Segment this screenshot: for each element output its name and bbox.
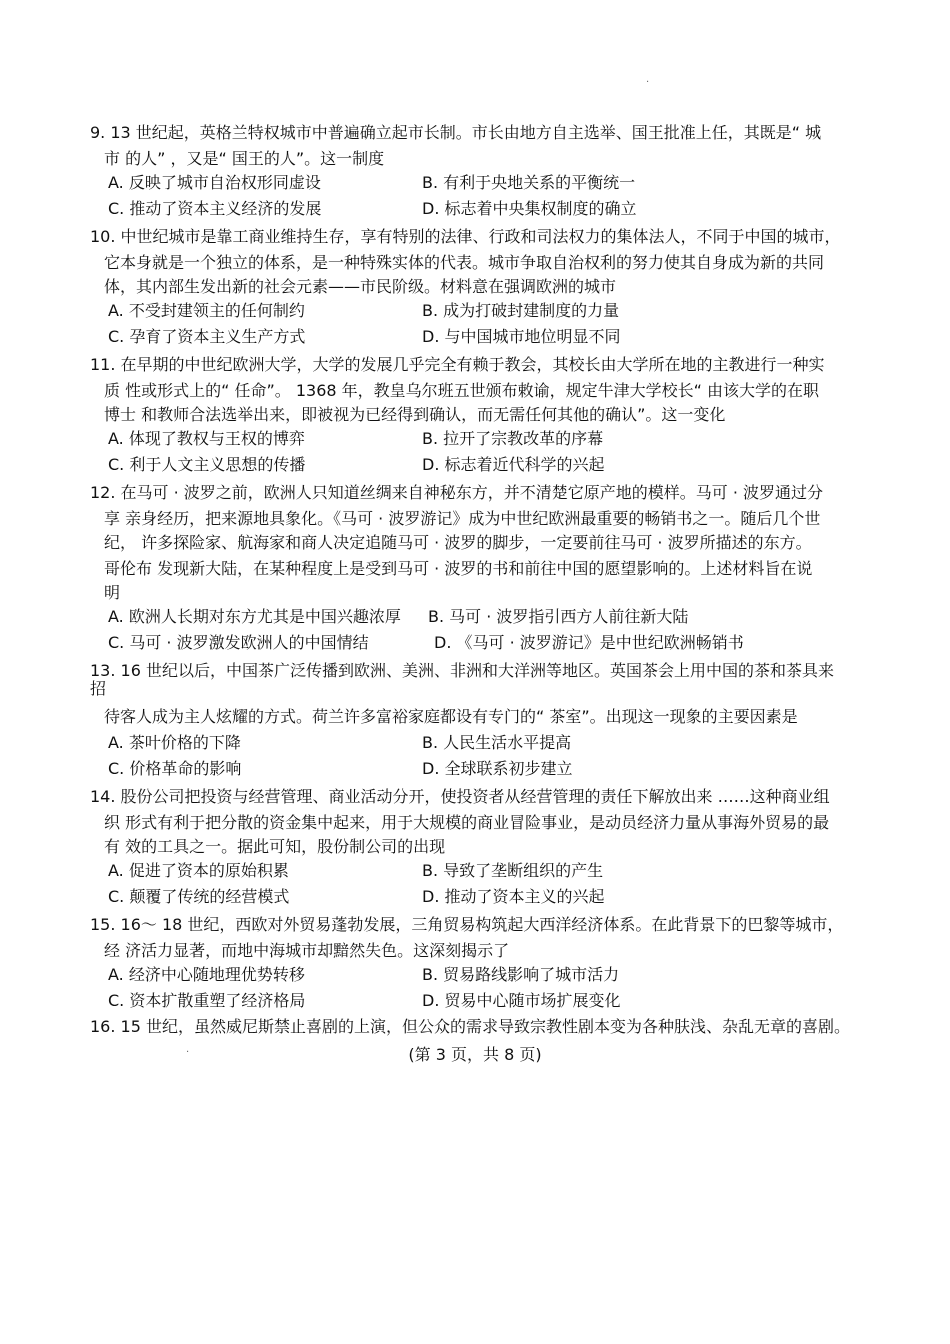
- page-footer: (第 3 页，共 8 页): [408, 1045, 542, 1064]
- q12-stem-line-5: 明: [104, 583, 121, 602]
- q12-stem-line-2: 享 亲身经历，把来源地具象化。《马可 · 波罗游记》成为中世纪欧洲最重要的畅销书之一。随后几个世: [104, 509, 821, 528]
- q11-option-d: D. 标志着近代科学的兴起: [422, 455, 605, 474]
- q11-stem-line-3: 博士 和教师合法选举出来，即被视为已经得到确认，而无需任何其他的确认”。这一变化: [104, 405, 726, 424]
- q15-option-b: B. 贸易路线影响了城市活力: [422, 965, 620, 984]
- q10-stem-line-1: 10. 中世纪城市是靠工商业维持生存，享有特别的法律、行政和司法权力的集体法人，不同于中国的城市，: [90, 227, 841, 246]
- q13-stem-line-1: 13. 16 世纪以后，中国茶广泛传播到欧洲、美洲、非洲和大洋洲等地区。英国茶会上用中国的茶和茶具来: [90, 661, 834, 680]
- q12-option-a: A. 欧洲人长期对东方尤其是中国兴趣浓厚: [108, 607, 401, 626]
- q11-option-b: B. 拉开了宗教改革的序幕: [422, 429, 604, 448]
- q13-option-c: C. 价格革命的影响: [108, 759, 242, 778]
- q9-option-d: D. 标志着中央集权制度的确立: [422, 199, 637, 218]
- q11-option-a: A. 体现了教权与王权的博弈: [108, 429, 305, 448]
- q15-option-d: D. 贸易中心随市场扩展变化: [422, 991, 621, 1010]
- q12-stem-line-3: 纪， 许多探险家、航海家和商人决定追随马可 · 波罗的脚步，一定要前往马可 · 波罗所描述的东方。: [104, 533, 812, 552]
- q13-stem-line-2: 招: [90, 679, 107, 698]
- q16-stem-line-1: 16. 15 世纪，虽然威尼斯禁止喜剧的上演，但公众的需求导致宗教性剧本变为各种肤浅、杂乱无章的喜剧。: [90, 1017, 850, 1036]
- q9-stem-line-2: 市 的人” ，又是“ 国王的人”。这一制度: [104, 149, 385, 168]
- q9-option-c: C. 推动了资本主义经济的发展: [108, 199, 322, 218]
- q11-option-c: C. 利于人文主义思想的传播: [108, 455, 306, 474]
- q13-stem-line-3: 待客人成为主人炫耀的方式。荷兰许多富裕家庭都设有专门的“ 茶室”。出现这一现象的主要因素是: [104, 707, 798, 726]
- q14-option-c: C. 颠覆了传统的经营模式: [108, 887, 290, 906]
- q15-option-a: A. 经济中心随地理优势转移: [108, 965, 305, 984]
- q14-stem-line-1: 14. 股份公司把投资与经营管理、商业活动分开，使投资者从经营管理的责任下解放出来 ……这种商业组: [90, 787, 830, 806]
- q10-option-a: A. 不受封建领主的任何制约: [108, 301, 305, 320]
- q13-option-b: B. 人民生活水平提高: [422, 733, 572, 752]
- q14-option-a: A. 促进了资本的原始积累: [108, 861, 289, 880]
- q11-stem-line-1: 11. 在早期的中世纪欧洲大学，大学的发展几乎完全有赖于教会，其校长由大学所在地的主教进行一种实: [90, 355, 825, 374]
- stray-mark: .: [646, 74, 650, 85]
- q15-stem-line-2: 经 济活力显著，而地中海城市却黯然失色。这深刻揭示了: [104, 941, 510, 960]
- q9-option-a: A. 反映了城市自治权形同虚设: [108, 173, 321, 192]
- q14-stem-line-3: 有 效的工具之一。据此可知，股份制公司的出现: [104, 837, 446, 856]
- q10-stem-line-2: 它本身就是一个独立的体系，是一种特殊实体的代表。城市争取自治权利的努力使其自身成为新的共同: [104, 253, 825, 272]
- q13-option-a: A. 茶叶价格的下降: [108, 733, 241, 752]
- q14-stem-line-2: 织 形式有利于把分散的资金集中起来，用于大规模的商业冒险事业，是动员经济力量从事海外贸易的最: [104, 813, 830, 832]
- q12-stem-line-4: 哥伦布 发现新大陆，在某种程度上是受到马可 · 波罗的书和前往中国的愿望影响的。上述材料旨在说: [104, 559, 813, 578]
- q9-option-b: B. 有利于央地关系的平衡统一: [422, 173, 636, 192]
- q15-option-c: C. 资本扩散重塑了经济格局: [108, 991, 306, 1010]
- stray-mark: .: [186, 1044, 190, 1055]
- q10-stem-line-3: 体，其内部生发出新的社会元素——市民阶级。材料意在强调欧洲的城市: [104, 277, 617, 296]
- q14-option-d: D. 推动了资本主义的兴起: [422, 887, 605, 906]
- q11-stem-line-2: 质 性或形式上的“ 任命”。 1368 年，教皇乌尔班五世颁布敕谕，规定牛津大学校长“ 由该大学的在职: [104, 381, 820, 400]
- q12-stem-line-1: 12. 在马可 · 波罗之前，欧洲人只知道丝绸来自神秘东方，并不清楚它原产地的模样。马可 · 波罗通过分: [90, 483, 824, 502]
- q14-option-b: B. 导致了垄断组织的产生: [422, 861, 604, 880]
- q10-option-b: B. 成为打破封建制度的力量: [422, 301, 620, 320]
- q10-option-d: D. 与中国城市地位明显不同: [422, 327, 621, 346]
- q12-option-c: C. 马可 · 波罗激发欧洲人的中国情结: [108, 633, 369, 652]
- q13-option-d: D. 全球联系初步建立: [422, 759, 573, 778]
- q15-stem-line-1: 15. 16～ 18 世纪，西欧对外贸易蓬勃发展，三角贸易构筑起大西洋经济体系。在此背景下的巴黎等城市，: [90, 915, 844, 934]
- q9-stem-line-1: 9. 13 世纪起，英格兰特权城市中普遍确立起市长制。市长由地方自主选举、国王批准上任，其既是“ 城: [90, 123, 822, 142]
- q12-option-d: D. 《马可 · 波罗游记》是中世纪欧洲畅销书: [434, 633, 744, 652]
- q10-option-c: C. 孕育了资本主义生产方式: [108, 327, 306, 346]
- q12-option-b: B. 马可 · 波罗指引西方人前往新大陆: [428, 607, 689, 626]
